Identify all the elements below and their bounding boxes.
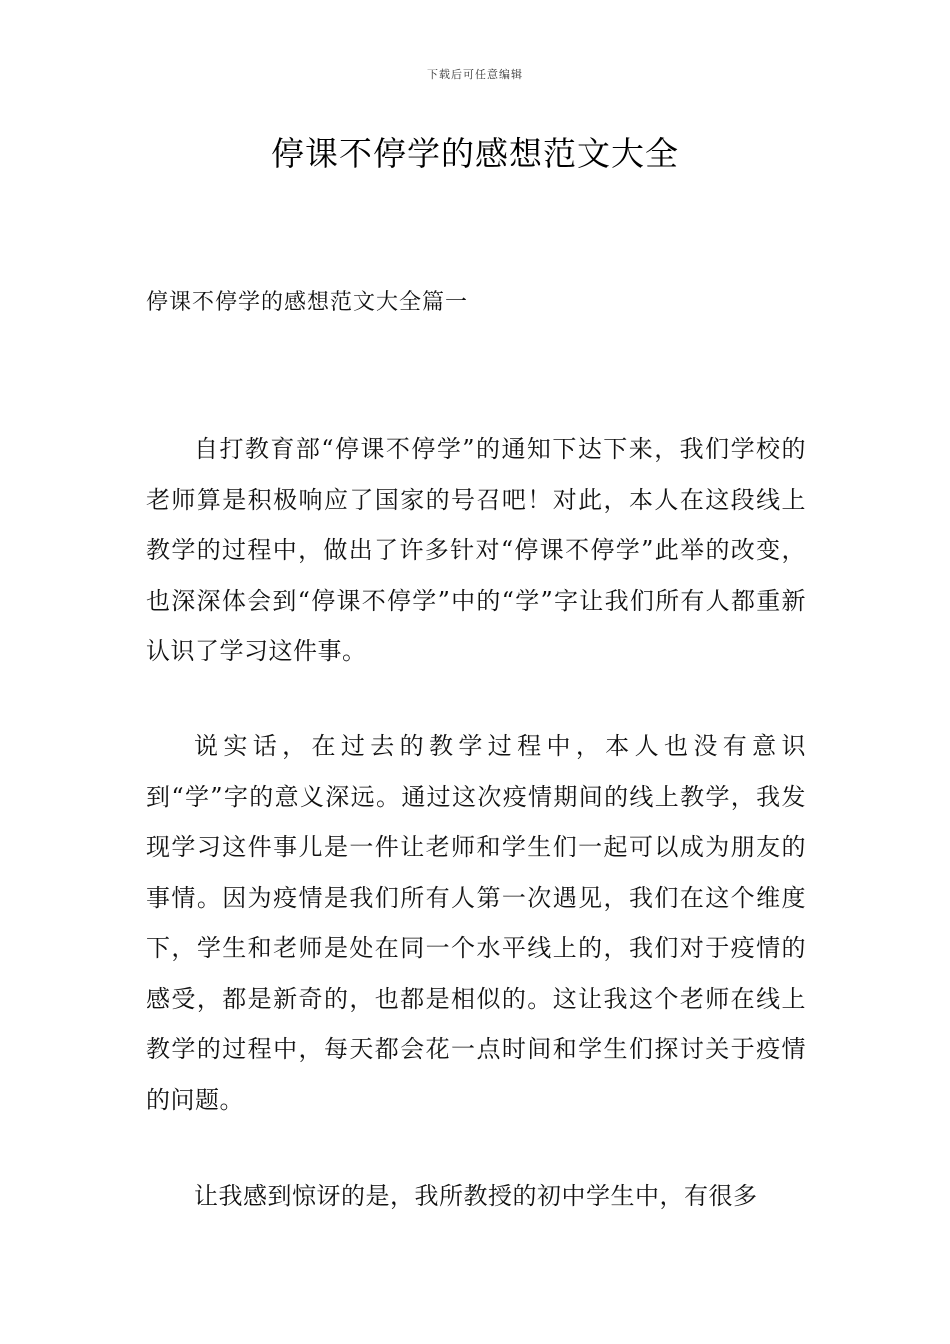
section-heading: 停课不停学的感想范文大全篇一	[146, 290, 469, 315]
document-title: 停课不停学的感想范文大全	[271, 134, 679, 173]
paragraph-3: 让我感到惊讶的是，我所教授的初中学生中，有很多	[194, 1182, 758, 1210]
header-note: 下载后可任意编辑	[427, 68, 523, 81]
paragraph-1: 自打教育部“停课不停学”的通知下达下来，我们学校的老师算是积极响应了国家的号召吧！对此，本人在这段线上教学的过程中，做出了许多针对“停课不停学”此举的改变，也深深体会到“停课不停学”中的“学”字让我们所有人都重新认识了学习这件事。	[146, 435, 806, 665]
paragraph-2: 说实话，在过去的教学过程中，本人也没有意识到“学”字的意义深远。通过这次疫情期间的线上教学，我发现学习这件事儿是一件让老师和学生们一起可以成为朋友的事情。因为疫情是我们所有人第一次遇见，我们在这个维度下，学生和老师是处在同一个水平线上的，我们对于疫情的感受，都是新奇的，也都是相似的。这让我这个老师在线上教学的过程中，每天都会花一点时间和学生们探讨关于疫情的问题。	[146, 732, 806, 1114]
